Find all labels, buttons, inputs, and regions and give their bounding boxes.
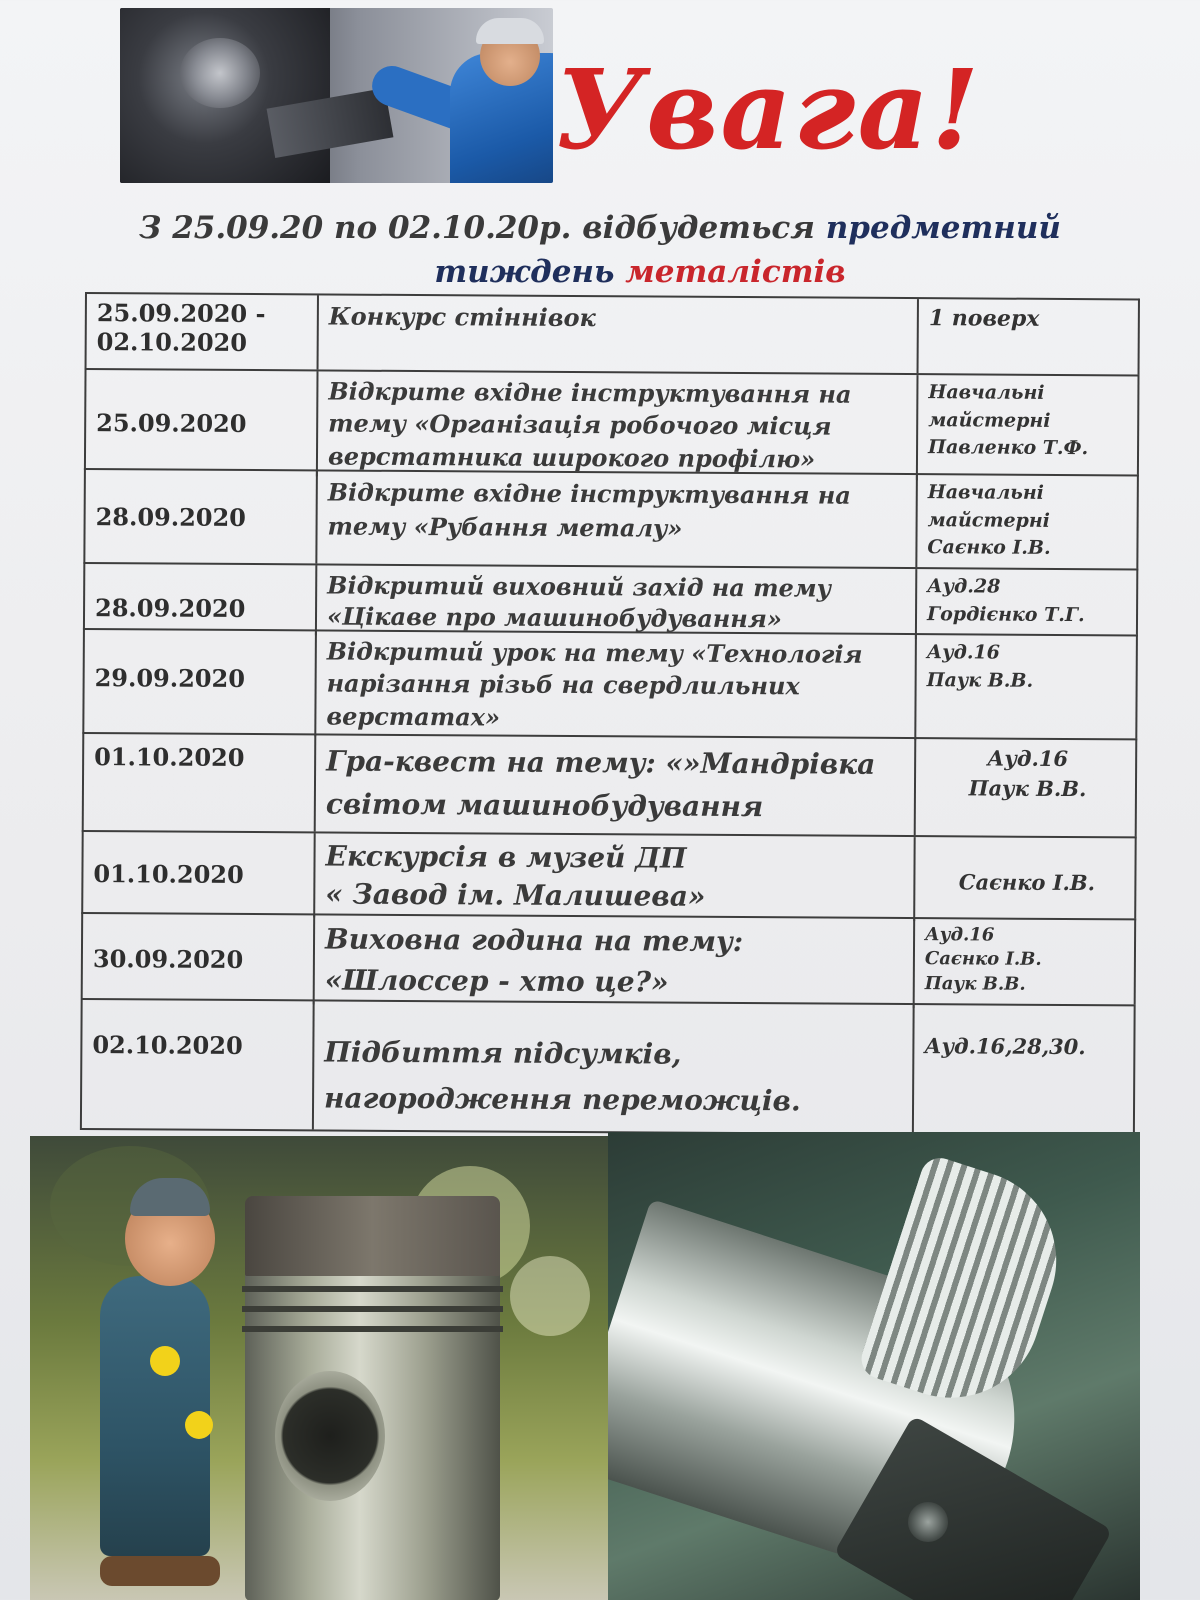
row-event: Виховна година на тему: «Шлоссер - хто це?» bbox=[313, 915, 914, 1008]
table-row bbox=[82, 628, 1138, 738]
table-row bbox=[83, 468, 1139, 568]
row-date: 30.09.2020 bbox=[92, 944, 244, 975]
row-event: Підбиття підсумків, нагородження переможців. bbox=[312, 1001, 913, 1133]
row-place: Ауд.16,28,30. bbox=[912, 1005, 1138, 1134]
row-date: 01.10.2020 bbox=[94, 742, 245, 772]
tool-screw-shape bbox=[908, 1502, 948, 1542]
row-date: 02.10.2020 bbox=[92, 1030, 243, 1060]
figurine-hand-shape bbox=[185, 1411, 213, 1439]
bokeh-light bbox=[510, 1256, 590, 1336]
piston-pin-hole bbox=[275, 1371, 385, 1501]
figurine-shoe-shape bbox=[100, 1556, 220, 1586]
row-place: Ауд.16 Паук В.В. bbox=[914, 635, 1140, 742]
row-event: Відкритий виховний захід на тему «Цікаве про машинобудування» bbox=[315, 565, 915, 639]
machined-part-photo bbox=[608, 1132, 1140, 1600]
row-event: Відкрите вхідне інструктування на тему «Рубання металу» bbox=[315, 471, 916, 567]
row-date: 25.09.2020 - 02.10.2020 bbox=[96, 298, 266, 357]
piston-figurine-photo bbox=[30, 1136, 608, 1600]
table-row bbox=[83, 562, 1138, 634]
piston-ring bbox=[242, 1286, 503, 1292]
headline-subject: предметний bbox=[825, 210, 1061, 246]
row-date: 29.09.2020 bbox=[94, 663, 246, 694]
machine-gauge-shape bbox=[180, 38, 260, 108]
table-row bbox=[82, 732, 1138, 836]
row-date: 01.10.2020 bbox=[93, 859, 244, 890]
table-row bbox=[84, 368, 1140, 474]
table-row bbox=[81, 830, 1136, 918]
piston-ring bbox=[242, 1326, 503, 1332]
row-place: Навчальні майстерні Павленко Т.Ф. bbox=[916, 375, 1142, 482]
thread-shape bbox=[856, 1153, 1079, 1421]
row-place: 1 поверх bbox=[917, 299, 1142, 374]
headline-week: тиждень bbox=[434, 254, 626, 290]
headline-line-1 bbox=[0, 210, 1200, 246]
row-event: Відкрите вхідне інструктування на тему «Організація робочого місця верстатника широкого профілю» bbox=[316, 371, 917, 480]
attention-title: Увага! bbox=[555, 45, 982, 174]
worker-cap-shape bbox=[476, 18, 544, 44]
row-place: Ауд.16 Саєнко І.В. Паук В.В. bbox=[913, 919, 1139, 1010]
row-event: Гра-квест на тему: «»Мандрівка світом машинобудування bbox=[314, 735, 915, 835]
table-row bbox=[85, 292, 1140, 374]
row-event: Екскурсія в музей ДП « Завод ім. Малишева» bbox=[313, 833, 913, 920]
piston-ring bbox=[242, 1306, 503, 1312]
schedule-table bbox=[80, 292, 1140, 1136]
table-row bbox=[81, 912, 1137, 1004]
table-row bbox=[80, 998, 1136, 1136]
row-event: Відкритий урок на тему «Технологія нарізання різьб на свердлильних верстатах» bbox=[314, 631, 915, 740]
row-date: 28.09.2020 bbox=[94, 592, 246, 623]
figurine-hand-shape bbox=[150, 1346, 180, 1376]
row-date: 28.09.2020 bbox=[95, 501, 247, 532]
headline-line-2 bbox=[40, 254, 1200, 290]
row-date: 25.09.2020 bbox=[96, 408, 247, 439]
worker-photo bbox=[120, 8, 553, 183]
piston-crown-shape bbox=[245, 1196, 500, 1276]
row-place: Ауд.28 Гордієнко Т.Г. bbox=[915, 569, 1140, 641]
row-place: Навчальні майстерні Саєнко І.В. bbox=[915, 475, 1141, 568]
row-place: Ауд.16 Паук В.В. bbox=[914, 739, 1140, 836]
headline-metalworkers: металістів bbox=[625, 254, 846, 290]
row-place: Саєнко І.В. bbox=[913, 837, 1139, 922]
headline-dates: З 25.09.20 по 02.10.20р. відбудеться bbox=[139, 210, 826, 246]
row-event: Конкурс стіннівок bbox=[317, 295, 917, 373]
